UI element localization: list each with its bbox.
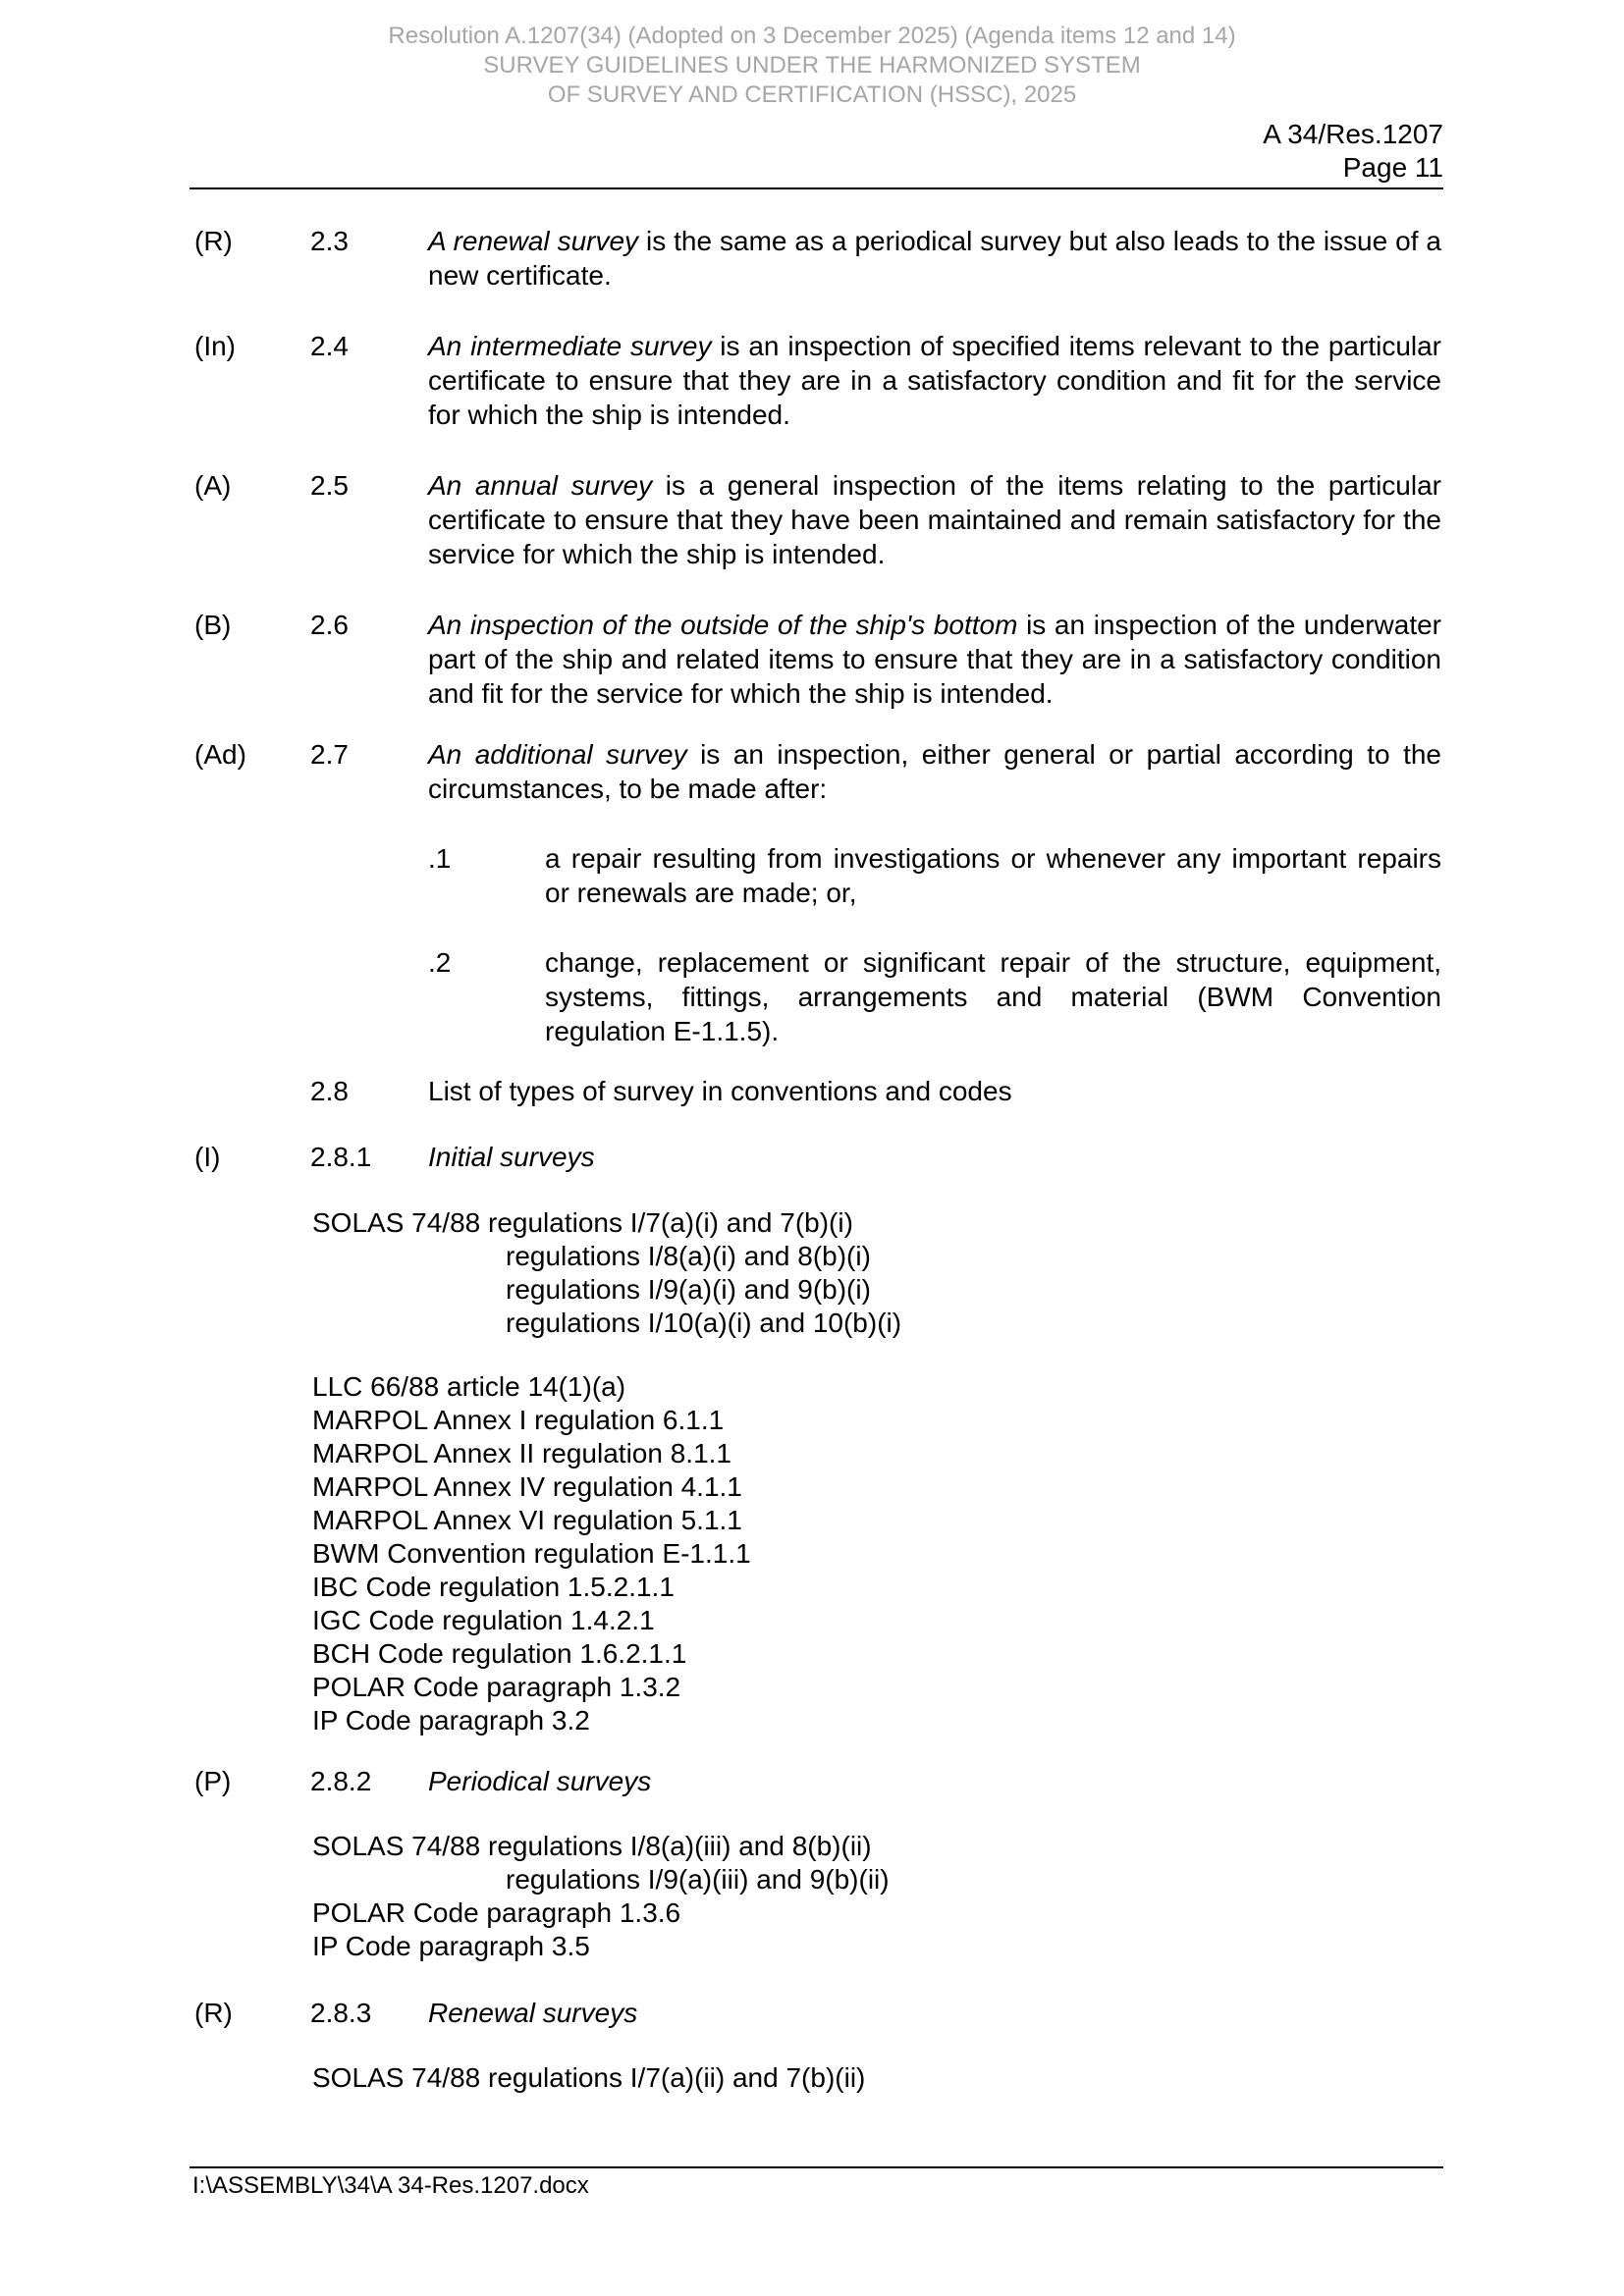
section-text [428, 468, 1441, 571]
list-item: SOLAS 74/88 regulations I/8(a)(iii) and 8(b)(ii) [312, 1831, 872, 1861]
section-number: 2.7 [310, 739, 349, 770]
section-text [428, 224, 1441, 293]
list-item: IBC Code regulation 1.5.2.1.1 [312, 1572, 675, 1602]
initial-others-list [312, 1370, 751, 1737]
section-number: 2.8.2 [310, 1766, 372, 1796]
list-item: MARPOL Annex VI regulation 5.1.1 [312, 1505, 742, 1535]
resolution-watermark [0, 22, 1624, 110]
section-tag: (I) [194, 1142, 221, 1172]
section-description: is an inspection of the underwater part of the ship and related items to ensure that they are in a satisfactory condition and fit for the service for which the ship is intended. [428, 610, 1442, 709]
header-rule [189, 187, 1443, 189]
section-number: 2.5 [310, 470, 349, 501]
section-description: is an inspection of specified items relevant to the particular certificate to ensure that they are in a satisfactory condition and fit for the service for which the ship is intended. [428, 331, 1442, 430]
section-term: An additional survey [428, 739, 687, 770]
section-number: 2.8.3 [310, 1998, 372, 2028]
section-description: is a general inspection of the items relating to the particular certificate to ensure that they have been maintained and remain satisfactory for the service for which the ship is intended. [428, 470, 1442, 569]
section-tag: (Ad) [194, 739, 246, 770]
section-text [428, 608, 1441, 711]
section-tag: (R) [194, 1998, 233, 2028]
list-item: SOLAS 74/88 regulations I/7(a)(i) and 7(b)(i) [312, 1207, 853, 1238]
subitem-number: .2 [428, 947, 452, 978]
list-item: POLAR Code paragraph 1.3.2 [312, 1672, 681, 1702]
section-description: is the same as a periodical survey but also leads to the issue of a new certificate. [428, 226, 1442, 291]
list-item: IP Code paragraph 3.5 [312, 1931, 590, 1961]
list-item: regulations I/8(a)(i) and 8(b)(i) [506, 1241, 871, 1271]
list-item: POLAR Code paragraph 1.3.6 [312, 1897, 681, 1928]
list-item: MARPOL Annex I regulation 6.1.1 [312, 1405, 725, 1435]
list-item: SOLAS 74/88 regulations I/7(a)(ii) and 7(b)(ii) [312, 2062, 866, 2093]
watermark-line-2: SURVEY GUIDELINES UNDER THE HARMONIZED SYSTEM [483, 52, 1141, 79]
section-number: 2.6 [310, 610, 349, 640]
doc-reference: A 34/Res.1207 [1263, 119, 1443, 149]
section-term: An intermediate survey [428, 331, 712, 361]
section-tag: (A) [194, 470, 232, 501]
renewal-list [312, 2061, 865, 2095]
page-number: Page 11 [1342, 152, 1443, 183]
section-heading: Periodical surveys [428, 1766, 652, 1796]
section-tag: (B) [194, 610, 232, 640]
periodical-list [312, 1830, 890, 1963]
list-item: regulations I/9(a)(i) and 9(b)(i) [506, 1274, 871, 1305]
watermark-line-3: OF SURVEY AND CERTIFICATION (HSSC), 2025 [547, 81, 1077, 108]
section-term: A renewal survey [428, 226, 639, 256]
list-item: LLC 66/88 article 14(1)(a) [312, 1371, 626, 1402]
page-header [1263, 118, 1443, 185]
section-number: 2.3 [310, 226, 349, 256]
section-term: An annual survey [428, 470, 653, 501]
section-term: An inspection of the outside of the ship's bottom [428, 610, 1018, 640]
section-text: List of types of survey in conventions and codes [428, 1076, 1012, 1106]
section-tag: (R) [194, 226, 233, 256]
footer-rule [189, 2166, 1443, 2168]
watermark-line-1: Resolution A.1207(34) (Adopted on 3 December 2025) (Agenda items 12 and 14) [388, 23, 1236, 49]
list-item: IGC Code regulation 1.4.2.1 [312, 1605, 655, 1635]
section-text [428, 329, 1441, 432]
list-item: regulations I/9(a)(iii) and 9(b)(ii) [506, 1864, 890, 1895]
section-heading: Renewal surveys [428, 1998, 638, 2028]
section-tag: (In) [194, 331, 236, 361]
section-description: is an inspection, either general or partial according to the circumstances, to be made after: [428, 739, 1441, 804]
section-number: 2.4 [310, 331, 349, 361]
list-item: MARPOL Annex II regulation 8.1.1 [312, 1438, 731, 1468]
list-item: IP Code paragraph 3.2 [312, 1705, 590, 1735]
subitem-text: a repair resulting from investigations or whenever any important repairs or renewals are made; or, [545, 843, 1441, 908]
section-heading: Initial surveys [428, 1142, 595, 1172]
section-text [428, 737, 1441, 806]
file-path-footer: I:\ASSEMBLY\34\A 34-Res.1207.docx [192, 2172, 589, 2199]
list-item: MARPOL Annex IV regulation 4.1.1 [312, 1471, 742, 1502]
subitem-number: .1 [428, 843, 452, 874]
list-item: regulations I/10(a)(i) and 10(b)(i) [506, 1308, 902, 1338]
section-tag: (P) [194, 1766, 232, 1796]
section-number: 2.8.1 [310, 1142, 372, 1172]
section-number: 2.8 [310, 1076, 349, 1106]
list-item: BWM Convention regulation E-1.1.1 [312, 1538, 751, 1569]
subitem-text: change, replacement or significant repair of the structure, equipment, systems, fittings, arrangements and material (BWM Convention regulation E-1.1.5). [545, 947, 1441, 1046]
list-item: BCH Code regulation 1.6.2.1.1 [312, 1638, 687, 1669]
initial-solas-list [312, 1206, 901, 1340]
